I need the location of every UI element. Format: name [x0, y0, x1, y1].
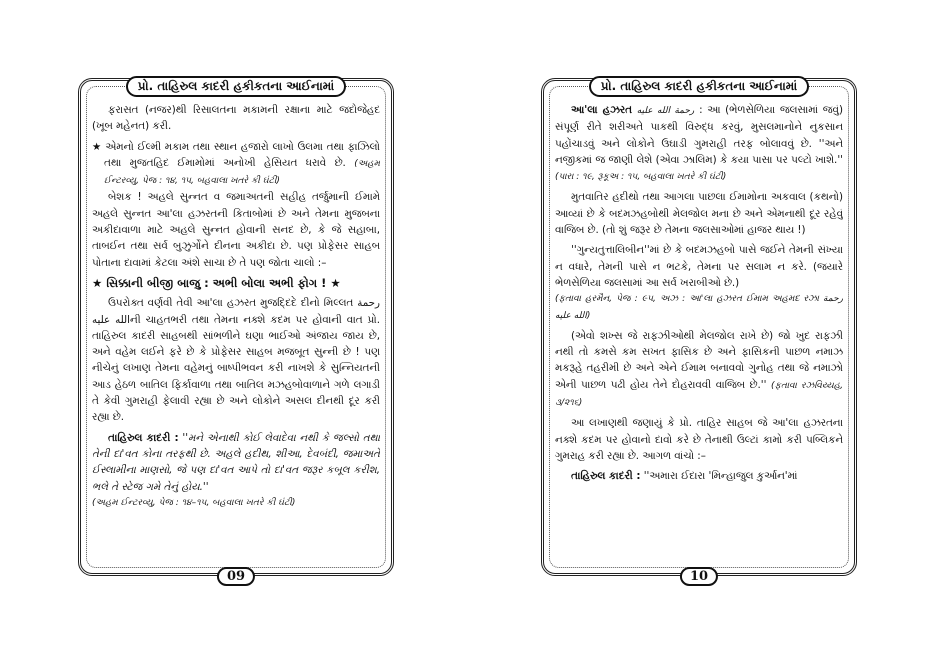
section-heading: ★ સિક્કાની બીજી બાજુ : અભી બોલા અભી ફોગ ! ★ — [92, 275, 341, 290]
page-header — [106, 75, 366, 97]
speaker-label: તાહિરુલ કાદરી : — [108, 431, 179, 444]
paragraph — [555, 468, 843, 484]
paragraph — [92, 430, 380, 495]
quote: ''મને એનાથી કોઈ લેવાદેવા નથી કે જલ્સો તથા તેની દા'વત કોના તરફથી છે. અહલે હદીથ, શીઆ, દેવબંદી, જમાઅતે ઈસ્લામીના માણસો, જે પણ દા'વત આપે તો દા'વત જરૂર કબૂલ કરીશ, ભલે તે સ્ટેજ ગમે તેનું હોય.'' — [92, 431, 380, 493]
paragraph — [555, 328, 843, 411]
paragraph-text: (એવો શખ્સ જે રાફઝીઓથી મેલજોલ રાખે છે) જો ખુદ રાફઝી નથી તો કમસે કમ સખત ફાસિક છે અને ફાસિકની પાછળ નમાઝ મકરૂહે તહરીમી છે અને એને ઈમામ બનાવવો ગુનોહ તથા જે નમાઝો એની પાછળ પઢી હોય તેને દોહરાવવી વાજિબ છે.'' — [555, 329, 843, 391]
reference: (ફતાવા હરમૈન, પેજ : ૯૫, અઝ : આ'લા હઝરત ઈમામ અહમદ રઝા رحمة الله عليه) — [555, 294, 843, 321]
paragraph: મુતવાતિર હદીથો તથા આગલા પાછલા ઈમામોના અકવાલ (કથનો) આવ્યાં છે કે બદમઝહબોથી મેલજોલ મના છે અને એમનાથી દૂર રહેવું વાજિબ છે. (તો શું જરૂર છે તેમના જલસાઓમાં હાજર થાય !) — [555, 191, 843, 237]
paragraph: ઉપરોક્ત વર્ણવી તેવી આ'લા હઝરત મુજદ્દિદે દીનો મિલ્લત رحمة الله عليهની ચાહતભરી તથા તેમના નક્શે કદમ પર હોવાની વાત પ્રો. તાહિરુલ કાદરી સાહબથી સાંભળીને ઘણા ભાઈઓ અંજાય જાય છે, અને વહેમ લઈને ફરે છે કે પ્રોફેસર સાહબ મજબૂત સુન્ની છે ! પણ નીચેનું લખાણ તેમના વહેમનું બાષ્પીભવન કરી નાખશે કે સુન્નિયતની આડ હેઠળ બાતિલ ફિર્કાવાળા તથા બાતિલ મઝહબોવાળાને ગળે લગાડી તે કેવી ગુમરાહી ફેલાવી રહ્યા છે અને લોકોને અસલ દીનથી દૂર કરી રહ્યા છે. — [92, 297, 380, 424]
left-page — [78, 78, 394, 584]
paragraph: આ લખાણથી જણાયું કે પ્રો. તાહિર સાહબ જે આ'લા હઝરતના નક્શે કદમ પર હોવાનો દાવો કરે છે તેનાથી ઉલ્ટાં કામો કરી પબ્લિકને ગુમરાહ કરી રહ્યા છે. આગળ વાંચો :– — [555, 417, 843, 462]
header-title: પ્રો. તાહિરુલ કાદરી હકીકતના આઈનામાં — [126, 76, 346, 97]
speaker-label: આ'લા હઝરત — [571, 104, 632, 116]
reference: (ફતાવા રઝવિય્યહ, ૩/૨૧૬) — [555, 380, 843, 409]
paragraph: ફરાસત (નજર)થી રિસાલતના મકામની રક્ષાના માટે જદોજેહદ (ખૂબ મહેનત) કરી. — [92, 104, 380, 133]
paragraph: બેશક ! અહલે સુન્નત વ જમાઅતની સહીહ તર્જુમાની ઈમામે અહલે સુન્નત આ'લા હઝરતની કિતાબોમાં છે અને તેમના મુજબના અકીદાવાળા માટે અહલે સુન્નત હોવાની સનદ છે, કે જે સહાબા, તાબઈન તથા સર્વ બુઝુર્ગોને દીનના અકીદા છે. પણ પ્રોફેસર સાહબ પોતાના દાવામાં કેટલા અંશે સાચા છે તે પણ જોતા ચાલો :– — [92, 191, 380, 269]
header-title: પ્રો. તાહિરુલ કાદરી હકીકતના આઈનામાં — [589, 76, 809, 97]
speaker-label: તાહિરુલ કાદરી : — [571, 470, 641, 483]
page-content — [92, 102, 380, 560]
paragraph: ''ગુન્યતુત્તાલિબીન''માં છે કે બદમઝહબો પાસે જઈને તેમની સંખ્યા ન વધારે, તેમની પાસે ન ભટકે, તેમના પર સલામ ન કરે. (જયારે ભેળસેળિયા જલસામાં આ સર્વ ખરાબીઓ છે.) — [555, 244, 843, 289]
paragraph-text: ''અમારા ઈદારા 'મિન્હાજુલ કુર્આન'માં — [643, 470, 798, 483]
page-header — [569, 75, 829, 97]
page-number: 09 — [217, 567, 255, 586]
paragraph-text: : આ (ભેળસેળિયા જલસામાં જવું) સંપૂર્ણ રીતે શરીઅતે પાકથી વિરુદ્ધ કરવું, મુસલમાનોને નુકસાન પહોંચાડવું અને લોકોને ઉઘાડી ગુમરાહી તરફ બોલાવવું છે. ''અને નજીકમાં જ જાણી લેશે (એવા ઝાલિમ) કે કયા પાસા પર પલ્ટો ખાશે.'' — [555, 104, 843, 166]
paragraph — [92, 139, 380, 190]
honorific: رحمة الله عليه — [636, 106, 695, 116]
right-page — [541, 78, 857, 584]
reference: (અહમ ઈન્ટરવ્યુ, પેજ : ૧૪–૧૫, બહવાલા ખતરે કી ઘંટી) — [92, 497, 296, 508]
paragraph-text: ★ એમનો ઈલ્મી મકામ તથા સ્થાન હજારો લાખો ઉલમા તથા ફાઝિલો તથા મુજતહિદ ઈમામોમાં અનોખી હેસિયત ધરાવે છે. — [92, 140, 380, 169]
page-content — [555, 102, 843, 560]
reference: (પારા : ૧૯, રૂકૂઅ : ૧૫, બહવાલા ખતરે કી ઘંટી) — [555, 172, 727, 183]
reference: (અહમ ઈન્ટરવ્યુ, પેજ : ૧૪, ૧૫, બહવાલા ખતરે કી ઘંટી) — [104, 158, 380, 187]
paragraph — [555, 102, 843, 185]
page-number: 10 — [680, 567, 718, 586]
